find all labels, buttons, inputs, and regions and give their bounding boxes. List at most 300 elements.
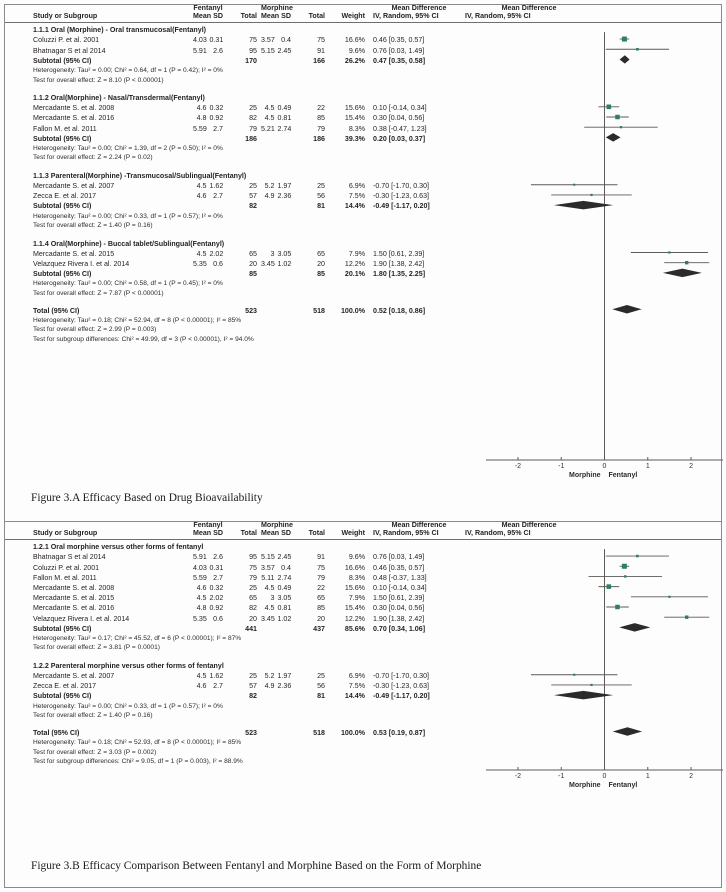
subtotal-fent-total: 85	[249, 270, 257, 279]
morph-total: 75	[317, 36, 325, 45]
fent-mean: 4.6	[196, 583, 207, 592]
total-statistic: Test for subgroup differences: Chi² = 9.05, df = 1 (P = 0.003), I² = 88.9%	[33, 758, 243, 766]
study-name: Fallon M. et al. 2011	[33, 124, 97, 133]
subtotal-effect-ci: -0.49 [-1.17, 0.20]	[373, 692, 430, 701]
study-weight: 7.5%	[348, 192, 365, 201]
fent-sd: 2.6	[213, 553, 223, 562]
morph-total: 85	[317, 114, 325, 123]
study-row	[5, 592, 721, 602]
subgroup-header: 1.1.4 Oral(Morphine) - Buccal tablet/Sublingual(Fentanyl)	[33, 239, 225, 248]
study-weight: 15.6%	[344, 583, 365, 592]
fent-sd: 1.62	[209, 672, 224, 681]
morph-total: 65	[317, 594, 325, 603]
svg-text:Fentanyl: Fentanyl	[608, 472, 638, 479]
fent-mean: 4.6	[196, 104, 207, 113]
study-weight: 7.5%	[348, 682, 365, 691]
study-effect-ci: -0.70 [-1.70, 0.30]	[373, 672, 429, 681]
col-fent-total: Total	[240, 12, 257, 21]
morph-total: 22	[317, 583, 325, 592]
group-header-fentanyl: Fentanyl	[193, 4, 223, 12]
subtotal-effect-ci: 0.70 [0.34, 1.06]	[373, 624, 426, 633]
subtotal-label: Subtotal (95% CI)	[33, 56, 92, 65]
plot-header-sub: IV, Random, 95% CI	[465, 529, 531, 538]
study-name: Mercadante S. et al. 2007	[33, 672, 115, 681]
row-spacer	[5, 298, 721, 305]
svg-text:-2: -2	[514, 773, 522, 780]
study-name: Mercadante S. et al. 2008	[33, 583, 115, 592]
subtotal-effect-ci: -0.49 [-1.17, 0.20]	[373, 202, 430, 211]
study-row	[5, 102, 721, 112]
study-weight: 16.6%	[344, 36, 365, 45]
fent-sd: 2.7	[213, 192, 223, 201]
study-weight: 6.9%	[348, 672, 365, 681]
morph-sd: 0.4	[281, 36, 291, 45]
morph-mean: 3.57	[261, 563, 275, 572]
morph-total: 85	[317, 604, 325, 613]
morph-sd: 1.02	[277, 614, 292, 623]
study-row	[5, 34, 721, 44]
morph-sd: 1.97	[277, 672, 292, 681]
plot-header-sub: IV, Random, 95% CI	[465, 12, 531, 21]
col-morph-mean: Mean	[261, 529, 280, 538]
table-column-header	[5, 13, 721, 21]
fent-total: 57	[249, 682, 257, 691]
subgroup-statistic: Test for overall effect: Z = 8.10 (P < 0.00001)	[33, 76, 164, 84]
total-morph-total: 518	[313, 728, 325, 737]
study-row	[5, 248, 721, 258]
svg-text:-2: -2	[514, 463, 522, 470]
fent-sd: 1.62	[209, 182, 224, 191]
fent-mean: 5.91	[193, 46, 207, 55]
svg-text:1: 1	[645, 463, 650, 470]
subgroup-statistic: Test for overall effect: Z = 2.24 (P = 0.02)	[33, 154, 153, 162]
subgroup-header: 1.2.2 Parenteral morphine versus other forms of fentanyl	[33, 661, 224, 670]
study-weight: 9.6%	[348, 46, 365, 55]
fent-sd: 2.02	[209, 594, 224, 603]
fent-total: 79	[249, 124, 257, 133]
fent-mean: 4.8	[196, 604, 207, 613]
fent-sd: 2.02	[209, 249, 224, 258]
study-weight: 15.4%	[344, 114, 365, 123]
svg-text:-1: -1	[558, 463, 565, 470]
forest-table-b	[5, 522, 721, 766]
fent-mean: 5.91	[193, 553, 207, 562]
fent-total: 65	[249, 249, 257, 258]
figure-caption-a: Figure 3.A Efficacy Based on Drug Bioavailability	[31, 492, 263, 504]
study-effect-ci: -0.30 [-1.23, 0.63]	[373, 682, 429, 691]
total-statistic: Test for subgroup differences: Chi² = 49.99, df = 3 (P < 0.00001), I² = 94.0%	[33, 335, 254, 343]
morph-total: 75	[317, 563, 325, 572]
subtotal-row	[5, 201, 721, 211]
fent-mean: 4.6	[196, 682, 207, 691]
study-name: Bhatnagar S et al 2014	[33, 553, 106, 562]
study-name: Mercadante S. et al. 2016	[33, 604, 115, 613]
effect-header-title: Mean Difference	[391, 4, 447, 12]
fent-sd: 2.7	[213, 124, 223, 133]
morph-mean: 5.21	[261, 124, 275, 133]
study-weight: 16.6%	[344, 563, 365, 572]
fent-sd: 0.31	[209, 563, 224, 572]
svg-text:0: 0	[602, 463, 607, 470]
subtotal-row	[5, 55, 721, 65]
col-fent-mean: Mean	[193, 529, 212, 538]
total-fent-total: 523	[245, 728, 257, 737]
study-effect-ci: 0.10 [-0.14, 0.34]	[373, 583, 427, 592]
fent-total: 82	[249, 114, 257, 123]
fent-mean: 5.59	[193, 124, 207, 133]
morph-sd: 2.36	[277, 682, 292, 691]
subtotal-weight: 14.4%	[344, 202, 365, 211]
morph-total: 91	[317, 553, 325, 562]
forest-table-a	[5, 5, 721, 344]
fent-sd: 0.32	[209, 104, 224, 113]
study-weight: 15.6%	[344, 104, 365, 113]
row-spacer	[5, 720, 721, 727]
fent-sd: 0.6	[213, 260, 223, 269]
plot-header-title: Mean Difference	[501, 4, 557, 12]
fent-total: 20	[249, 614, 257, 623]
fent-sd: 0.32	[209, 583, 224, 592]
morph-mean: 5.11	[261, 573, 275, 582]
morph-total: 56	[317, 192, 325, 201]
subtotal-weight: 39.3%	[344, 134, 365, 143]
subtotal-effect-ci: 0.20 [0.03, 0.37]	[373, 134, 426, 143]
subtotal-row	[5, 623, 721, 633]
morph-mean: 3.57	[261, 36, 275, 45]
study-row	[5, 258, 721, 268]
fent-mean: 4.03	[193, 563, 207, 572]
col-fent-mean: Mean	[193, 12, 212, 21]
subtotal-row	[5, 133, 721, 143]
subtotal-morph-total: 437	[313, 624, 325, 633]
group-header-fentanyl: Fentanyl	[193, 521, 223, 529]
subgroup-statistic: Heterogeneity: Tau² = 0.00; Chi² = 0.33, df = 1 (P = 0.57); I² = 0%	[33, 212, 223, 220]
morph-mean: 4.5	[264, 583, 275, 592]
fent-total: 95	[249, 553, 257, 562]
subgroup-statistic: Heterogeneity: Tau² = 0.00; Chi² = 1.39, df = 2 (P = 0.50); I² = 0%	[33, 144, 223, 152]
subtotal-weight: 14.4%	[344, 692, 365, 701]
fent-total: 75	[249, 36, 257, 45]
study-name: Coluzzi P. et al. 2001	[33, 36, 100, 45]
col-weight: Weight	[341, 529, 365, 538]
fent-sd: 0.92	[209, 114, 224, 123]
study-name: Bhatnagar S et al 2014	[33, 46, 106, 55]
morph-sd: 1.97	[277, 182, 292, 191]
fent-mean: 4.5	[196, 672, 207, 681]
subtotal-row	[5, 691, 721, 701]
row-spacer	[5, 84, 721, 91]
col-morph-total: Total	[308, 529, 325, 538]
morph-sd: 0.81	[277, 114, 292, 123]
fent-sd: 0.92	[209, 604, 224, 613]
study-row	[5, 562, 721, 572]
fent-total: 25	[249, 672, 257, 681]
fent-total: 65	[249, 594, 257, 603]
subtotal-fent-total: 441	[245, 624, 257, 633]
study-weight: 9.6%	[348, 553, 365, 562]
effect-header-title: Mean Difference	[391, 521, 447, 529]
morph-mean: 4.9	[264, 682, 275, 691]
fent-total: 79	[249, 573, 257, 582]
study-effect-ci: 1.90 [1.38, 2.42]	[373, 614, 425, 623]
morph-mean: 3.45	[261, 614, 275, 623]
fent-sd: 0.31	[209, 36, 224, 45]
col-fent-sd: SD	[213, 529, 223, 538]
svg-text:1: 1	[645, 773, 650, 780]
study-effect-ci: 0.48 [-0.37, 1.33]	[373, 573, 427, 582]
grand-total-row	[5, 727, 721, 737]
fent-total: 25	[249, 182, 257, 191]
total-statistic: Test for overall effect: Z = 2.99 (P = 0.003)	[33, 326, 157, 334]
morph-total: 20	[317, 614, 325, 623]
subgroup-statistic: Heterogeneity: Tau² = 0.00; Chi² = 0.33, df = 1 (P = 0.57); I² = 0%	[33, 702, 223, 710]
study-row	[5, 190, 721, 200]
study-row	[5, 572, 721, 582]
total-effect-ci: 0.53 [0.19, 0.87]	[373, 728, 426, 737]
row-spacer	[5, 230, 721, 237]
subgroup-statistic: Heterogeneity: Tau² = 0.00; Chi² = 0.64, df = 1 (P = 0.42); I² = 0%	[33, 66, 223, 74]
morph-sd: 0.81	[277, 604, 292, 613]
fent-sd: 0.6	[213, 614, 223, 623]
subgroup-header: 1.1.1 Oral (Morphine) - Oral transmucosal(Fentanyl)	[33, 26, 207, 35]
fent-mean: 4.6	[196, 192, 207, 201]
morph-total: 91	[317, 46, 325, 55]
subtotal-effect-ci: 0.47 [0.35, 0.58]	[373, 56, 426, 65]
total-label: Total (95% CI)	[33, 306, 80, 315]
subtotal-label: Subtotal (95% CI)	[33, 692, 92, 701]
subgroup-header: 1.1.3 Parenteral(Morphine) -Transmucosal/Sublingual(Fentanyl)	[33, 171, 247, 180]
study-row	[5, 602, 721, 612]
col-morph-sd: SD	[281, 12, 291, 21]
morph-mean: 5.2	[264, 182, 275, 191]
study-effect-ci: 0.30 [0.04, 0.56]	[373, 604, 425, 613]
morph-sd: 2.45	[277, 46, 292, 55]
subtotal-label: Subtotal (95% CI)	[33, 270, 92, 279]
morph-sd: 3.05	[277, 594, 292, 603]
col-fent-sd: SD	[213, 12, 223, 21]
subgroup-statistic: Heterogeneity: Tau² = 0.00; Chi² = 0.58, df = 1 (P = 0.45); I² = 0%	[33, 280, 223, 288]
svg-text:Morphine: Morphine	[569, 472, 601, 479]
study-row	[5, 670, 721, 680]
morph-total: 25	[317, 672, 325, 681]
morph-total: 25	[317, 182, 325, 191]
study-effect-ci: 1.90 [1.38, 2.42]	[373, 260, 425, 269]
row-spacer	[5, 652, 721, 659]
subtotal-weight: 20.1%	[344, 270, 365, 279]
total-weight: 100.0%	[340, 728, 365, 737]
morph-mean: 4.5	[264, 604, 275, 613]
study-effect-ci: -0.30 [-1.23, 0.63]	[373, 192, 429, 201]
subgroup-statistic: Test for overall effect: Z = 3.81 (P = 0.0001)	[33, 644, 160, 652]
morph-mean: 3.45	[261, 260, 275, 269]
total-label: Total (95% CI)	[33, 728, 80, 737]
fent-total: 75	[249, 563, 257, 572]
study-weight: 12.2%	[344, 614, 365, 623]
study-row	[5, 551, 721, 561]
fent-total: 20	[249, 260, 257, 269]
fent-mean: 5.35	[193, 260, 207, 269]
study-effect-ci: 0.46 [0.35, 0.57]	[373, 36, 425, 45]
morph-mean: 4.9	[264, 192, 275, 201]
svg-text:2: 2	[689, 463, 693, 470]
panel-b-plot-area	[5, 521, 721, 789]
study-name: Mercadante S. et al. 2015	[33, 249, 115, 258]
grand-total-row	[5, 305, 721, 315]
study-row	[5, 613, 721, 623]
study-weight: 6.9%	[348, 182, 365, 191]
total-fent-total: 523	[245, 306, 257, 315]
subtotal-label: Subtotal (95% CI)	[33, 202, 92, 211]
morph-sd: 2.74	[277, 124, 292, 133]
fent-sd: 2.7	[213, 573, 223, 582]
morph-mean: 4.5	[264, 104, 275, 113]
fent-mean: 4.5	[196, 594, 207, 603]
group-header-morphine: Morphine	[261, 521, 293, 529]
effect-header-sub: IV, Random, 95% CI	[373, 529, 439, 538]
subgroup-statistic: Heterogeneity: Tau² = 0.17; Chi² = 45.52, df = 6 (P < 0.00001); I² = 87%	[33, 634, 242, 642]
fent-total: 57	[249, 192, 257, 201]
morph-sd: 1.02	[277, 260, 292, 269]
morph-mean: 5.2	[264, 672, 275, 681]
study-name: Velazquez Rivera I. et al. 2014	[33, 260, 130, 269]
subtotal-morph-total: 81	[317, 202, 325, 211]
total-weight: 100.0%	[340, 306, 365, 315]
morph-total: 65	[317, 249, 325, 258]
fent-total: 82	[249, 604, 257, 613]
subtotal-fent-total: 82	[249, 202, 257, 211]
forest-panel-a	[5, 5, 721, 520]
study-weight: 8.3%	[348, 573, 365, 582]
col-study: Study or Subgroup	[33, 529, 98, 538]
morph-mean: 5.15	[261, 46, 275, 55]
col-study: Study or Subgroup	[33, 12, 98, 21]
effect-header-sub: IV, Random, 95% CI	[373, 12, 439, 21]
study-effect-ci: 0.76 [0.03, 1.49]	[373, 553, 425, 562]
svg-text:2: 2	[689, 773, 693, 780]
subtotal-fent-total: 82	[249, 692, 257, 701]
col-fent-total: Total	[240, 529, 257, 538]
subtotal-fent-total: 186	[245, 134, 257, 143]
study-row	[5, 123, 721, 133]
col-morph-sd: SD	[281, 529, 291, 538]
forest-panel-b	[5, 521, 721, 887]
subtotal-label: Subtotal (95% CI)	[33, 624, 92, 633]
morph-mean: 5.15	[261, 553, 275, 562]
subtotal-morph-total: 85	[317, 270, 325, 279]
total-effect-ci: 0.52 [0.18, 0.86]	[373, 306, 426, 315]
total-morph-total: 518	[313, 306, 325, 315]
fent-total: 25	[249, 583, 257, 592]
morph-total: 79	[317, 573, 325, 582]
fent-mean: 4.03	[193, 36, 207, 45]
study-row	[5, 112, 721, 122]
subtotal-fent-total: 170	[245, 56, 257, 65]
study-name: Mercadante S. et al. 2015	[33, 594, 115, 603]
study-effect-ci: 0.76 [0.03, 1.49]	[373, 46, 425, 55]
table-column-header	[5, 530, 721, 538]
study-name: Mercadante S. et al. 2007	[33, 182, 115, 191]
subgroup-header: 1.2.1 Oral morphine versus other forms of fentanyl	[33, 543, 204, 552]
col-morph-total: Total	[308, 12, 325, 21]
svg-text:-1: -1	[558, 773, 565, 780]
study-weight: 15.4%	[344, 604, 365, 613]
morph-sd: 0.49	[277, 104, 292, 113]
study-row	[5, 582, 721, 592]
study-row	[5, 180, 721, 190]
study-row	[5, 680, 721, 690]
subtotal-morph-total: 166	[313, 56, 325, 65]
figure-caption-b: Figure 3.B Efficacy Comparison Between Fentanyl and Morphine Based on the Form of Morphine	[31, 860, 482, 872]
subgroup-statistic: Test for overall effect: Z = 1.40 (P = 0.16)	[33, 712, 153, 720]
morph-sd: 2.74	[277, 573, 292, 582]
study-name: Mercadante S. et al. 2008	[33, 104, 115, 113]
study-name: Velazquez Rivera I. et al. 2014	[33, 614, 130, 623]
study-effect-ci: -0.70 [-1.70, 0.30]	[373, 182, 429, 191]
study-name: Coluzzi P. et al. 2001	[33, 563, 100, 572]
subtotal-morph-total: 81	[317, 692, 325, 701]
morph-sd: 2.45	[277, 553, 292, 562]
subtotal-weight: 85.6%	[344, 624, 365, 633]
morph-sd: 0.4	[281, 563, 291, 572]
morph-mean: 4.5	[264, 114, 275, 123]
morph-sd: 2.36	[277, 192, 292, 201]
study-weight: 8.3%	[348, 124, 365, 133]
morph-total: 56	[317, 682, 325, 691]
study-effect-ci: 0.46 [0.35, 0.57]	[373, 563, 425, 572]
study-name: Fallon M. et al. 2011	[33, 573, 97, 582]
col-morph-mean: Mean	[261, 12, 280, 21]
fent-sd: 2.7	[213, 682, 223, 691]
subgroup-statistic: Test for overall effect: Z = 7.87 (P < 0.00001)	[33, 289, 164, 297]
fent-mean: 5.59	[193, 573, 207, 582]
fent-sd: 2.6	[213, 46, 223, 55]
study-weight: 7.9%	[348, 249, 365, 258]
panel-a-plot-area	[5, 4, 721, 479]
svg-text:Fentanyl: Fentanyl	[608, 782, 638, 789]
subgroup-statistic: Test for overall effect: Z = 1.40 (P = 0.16)	[33, 222, 153, 230]
study-weight: 7.9%	[348, 594, 365, 603]
subgroup-header: 1.1.2 Oral(Morphine) - Nasal/Transdermal(Fentanyl)	[33, 93, 205, 102]
study-effect-ci: 0.38 [-0.47, 1.23]	[373, 124, 427, 133]
col-weight: Weight	[341, 12, 365, 21]
row-spacer	[5, 162, 721, 169]
study-name: Mercadante S. et al. 2016	[33, 114, 115, 123]
subtotal-row	[5, 268, 721, 278]
svg-text:Morphine: Morphine	[569, 782, 601, 789]
fent-total: 95	[249, 46, 257, 55]
fent-mean: 5.35	[193, 614, 207, 623]
morph-sd: 3.05	[277, 249, 292, 258]
study-effect-ci: 0.10 [-0.14, 0.34]	[373, 104, 427, 113]
fent-mean: 4.5	[196, 249, 207, 258]
morph-total: 79	[317, 124, 325, 133]
study-effect-ci: 0.30 [0.04, 0.56]	[373, 114, 425, 123]
subtotal-morph-total: 186	[313, 134, 325, 143]
morph-sd: 0.49	[277, 583, 292, 592]
fent-mean: 4.5	[196, 182, 207, 191]
group-header-morphine: Morphine	[261, 4, 293, 12]
study-row	[5, 45, 721, 55]
morph-mean: 3	[270, 249, 275, 258]
subtotal-label: Subtotal (95% CI)	[33, 134, 92, 143]
morph-total: 22	[317, 104, 325, 113]
fent-mean: 4.8	[196, 114, 207, 123]
subtotal-weight: 26.2%	[344, 56, 365, 65]
total-statistic: Heterogeneity: Tau² = 0.18; Chi² = 52.94, df = 8 (P < 0.00001); I² = 85%	[33, 316, 242, 324]
study-effect-ci: 1.50 [0.61, 2.39]	[373, 594, 425, 603]
plot-header-title: Mean Difference	[501, 521, 557, 529]
study-effect-ci: 1.50 [0.61, 2.39]	[373, 249, 425, 258]
